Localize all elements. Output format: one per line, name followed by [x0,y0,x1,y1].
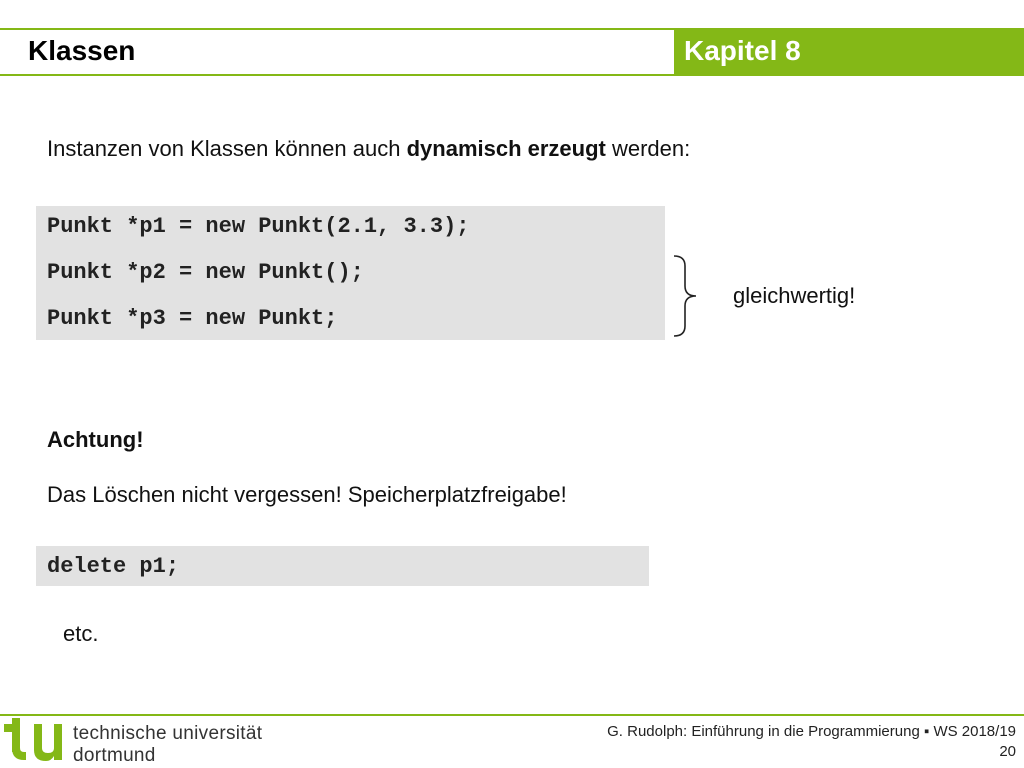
intro-text-bold: dynamisch erzeugt [406,136,606,161]
logo-text-line1: technische universität [73,723,263,744]
code-block-allocation [36,206,665,340]
header-bottom-rule [0,74,1024,76]
curly-brace-icon [672,254,698,338]
code-line: Punkt *p1 = new Punkt(2.1, 3.3); [47,214,470,239]
etc-text: etc. [63,621,99,646]
footer-rule [0,714,1024,716]
chapter-label: Kapitel 8 [684,35,801,66]
intro-text-after: werden: [605,136,691,161]
intro-text [47,136,690,162]
slide-title: Klassen [28,35,136,66]
chapter-badge [674,30,1024,74]
logo-text-line2: dortmund [73,745,156,766]
brace-note: gleichwertig! [733,283,856,308]
footer-credit: G. Rudolph: Einführung in die Programmierung ▪ WS 2018/19 [607,723,1016,740]
page-number: 20 [999,743,1016,760]
code-block-delete [36,546,649,586]
code-line: delete p1; [47,554,180,579]
tu-logo-icon [4,718,70,764]
warning-text: Das Löschen nicht vergessen! Speicherplatzfreigabe! [47,482,567,507]
code-line: Punkt *p3 = new Punkt; [47,306,338,331]
code-line: Punkt *p2 = new Punkt(); [47,260,364,285]
intro-text-before: Instanzen von Klassen können auch [47,136,407,161]
warning-heading: Achtung! [47,427,144,452]
